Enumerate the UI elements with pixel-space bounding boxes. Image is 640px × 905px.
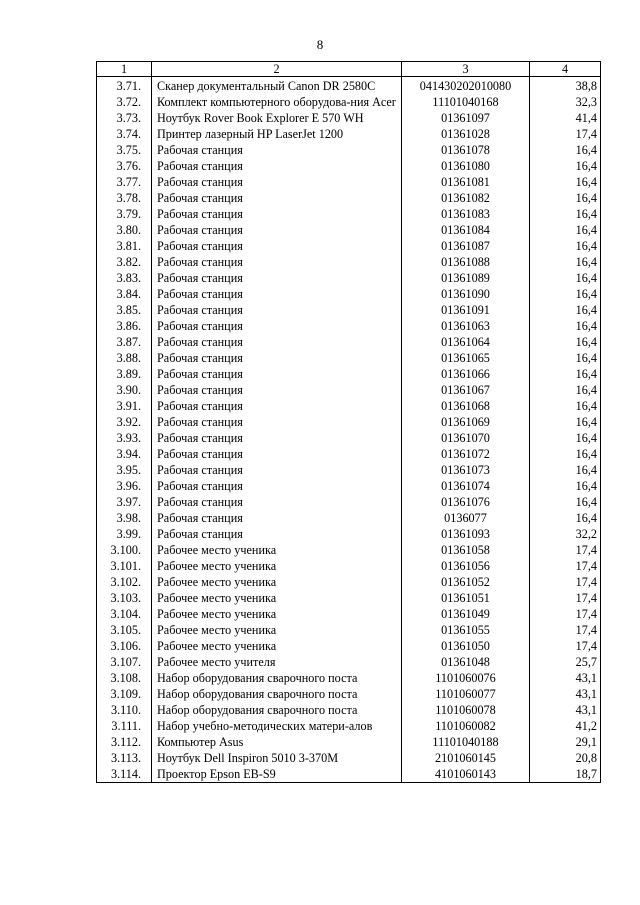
item-name: Рабочее место ученика [152, 622, 402, 638]
item-value: 32,3 [530, 94, 601, 110]
item-value: 43,1 [530, 686, 601, 702]
item-value: 16,4 [530, 414, 601, 430]
item-name: Набор учебно-методических матери-алов [152, 718, 402, 734]
item-name: Проектор Epson EB-S9 [152, 766, 402, 783]
row-number: 3.99. [97, 526, 152, 542]
item-value: 16,4 [530, 286, 601, 302]
item-name: Рабочая станция [152, 302, 402, 318]
item-value: 17,4 [530, 542, 601, 558]
inventory-code: 01361068 [402, 398, 530, 414]
row-number: 3.79. [97, 206, 152, 222]
inventory-code: 4101060143 [402, 766, 530, 783]
item-value: 16,4 [530, 350, 601, 366]
item-value: 32,2 [530, 526, 601, 542]
item-name: Ноутбук Rover Book Explorer E 570 WH [152, 110, 402, 126]
row-number: 3.105. [97, 622, 152, 638]
inventory-code: 01361080 [402, 158, 530, 174]
table-row [97, 734, 601, 750]
table-row [97, 77, 601, 95]
table-row [97, 638, 601, 654]
item-value: 20,8 [530, 750, 601, 766]
item-name: Рабочая станция [152, 494, 402, 510]
row-number: 3.72. [97, 94, 152, 110]
header-row [97, 62, 601, 77]
row-number: 3.73. [97, 110, 152, 126]
item-value: 16,4 [530, 190, 601, 206]
item-name: Сканер документальный Canon DR 2580C [152, 77, 402, 95]
inventory-code: 01361063 [402, 318, 530, 334]
item-name: Рабочая станция [152, 238, 402, 254]
item-value: 17,4 [530, 606, 601, 622]
item-value: 16,4 [530, 174, 601, 190]
item-value: 17,4 [530, 558, 601, 574]
inventory-code: 01361081 [402, 174, 530, 190]
item-value: 17,4 [530, 574, 601, 590]
item-value: 17,4 [530, 638, 601, 654]
item-value: 16,4 [530, 222, 601, 238]
table-row [97, 302, 601, 318]
item-name: Рабочая станция [152, 462, 402, 478]
item-value: 16,4 [530, 142, 601, 158]
table-row [97, 718, 601, 734]
inventory-code: 01361090 [402, 286, 530, 302]
item-name: Рабочее место ученика [152, 590, 402, 606]
row-number: 3.104. [97, 606, 152, 622]
table-row [97, 462, 601, 478]
table-row [97, 686, 601, 702]
inventory-code: 01361087 [402, 238, 530, 254]
inventory-code: 01361049 [402, 606, 530, 622]
table-row [97, 766, 601, 783]
row-number: 3.78. [97, 190, 152, 206]
row-number: 3.113. [97, 750, 152, 766]
table-row [97, 222, 601, 238]
row-number: 3.91. [97, 398, 152, 414]
row-number: 3.89. [97, 366, 152, 382]
row-number: 3.83. [97, 270, 152, 286]
inventory-code: 01361073 [402, 462, 530, 478]
item-name: Рабочая станция [152, 446, 402, 462]
inventory-code: 01361028 [402, 126, 530, 142]
item-name: Рабочая станция [152, 286, 402, 302]
inventory-code: 01361097 [402, 110, 530, 126]
row-number: 3.98. [97, 510, 152, 526]
inventory-code: 01361050 [402, 638, 530, 654]
table-row [97, 654, 601, 670]
header-col-1: 1 [97, 62, 152, 77]
table-row [97, 286, 601, 302]
inventory-code: 01361070 [402, 430, 530, 446]
item-name: Рабочее место учителя [152, 654, 402, 670]
table-row [97, 526, 601, 542]
item-value: 16,4 [530, 494, 601, 510]
table-row [97, 382, 601, 398]
item-value: 16,4 [530, 270, 601, 286]
item-value: 16,4 [530, 462, 601, 478]
item-name: Рабочая станция [152, 366, 402, 382]
table-row [97, 542, 601, 558]
inventory-code: 01361064 [402, 334, 530, 350]
table-row [97, 142, 601, 158]
row-number: 3.109. [97, 686, 152, 702]
row-number: 3.103. [97, 590, 152, 606]
row-number: 3.84. [97, 286, 152, 302]
item-name: Рабочая станция [152, 254, 402, 270]
inventory-code: 2101060145 [402, 750, 530, 766]
inventory-code: 01361076 [402, 494, 530, 510]
item-name: Рабочее место ученика [152, 574, 402, 590]
table-row [97, 350, 601, 366]
table-body [97, 77, 601, 783]
item-value: 16,4 [530, 510, 601, 526]
row-number: 3.85. [97, 302, 152, 318]
inventory-code: 041430202010080 [402, 77, 530, 95]
table-row [97, 270, 601, 286]
item-value: 17,4 [530, 622, 601, 638]
row-number: 3.92. [97, 414, 152, 430]
table-row [97, 254, 601, 270]
inventory-code: 01361056 [402, 558, 530, 574]
inventory-code: 1101060077 [402, 686, 530, 702]
inventory-code: 01361088 [402, 254, 530, 270]
table-row [97, 622, 601, 638]
row-number: 3.75. [97, 142, 152, 158]
item-name: Рабочая станция [152, 430, 402, 446]
row-number: 3.114. [97, 766, 152, 783]
item-value: 17,4 [530, 126, 601, 142]
inventory-code: 01361078 [402, 142, 530, 158]
item-name: Набор оборудования сварочного поста [152, 702, 402, 718]
row-number: 3.81. [97, 238, 152, 254]
item-name: Рабочее место ученика [152, 542, 402, 558]
inventory-code: 01361052 [402, 574, 530, 590]
table-row [97, 318, 601, 334]
inventory-code: 01361082 [402, 190, 530, 206]
inventory-code: 11101040188 [402, 734, 530, 750]
item-name: Рабочая станция [152, 158, 402, 174]
item-value: 16,4 [530, 302, 601, 318]
table-row [97, 606, 601, 622]
item-name: Рабочая станция [152, 414, 402, 430]
inventory-code: 01361083 [402, 206, 530, 222]
inventory-code: 01361051 [402, 590, 530, 606]
item-name: Рабочая станция [152, 142, 402, 158]
page-number: 8 [316, 37, 324, 52]
equipment-table [96, 61, 601, 783]
inventory-code: 01361065 [402, 350, 530, 366]
header-col-4: 4 [530, 62, 601, 77]
header-col-3: 3 [402, 62, 530, 77]
row-number: 3.95. [97, 462, 152, 478]
row-number: 3.80. [97, 222, 152, 238]
item-value: 16,4 [530, 398, 601, 414]
row-number: 3.102. [97, 574, 152, 590]
inventory-code: 1101060078 [402, 702, 530, 718]
inventory-code: 1101060076 [402, 670, 530, 686]
table-row [97, 558, 601, 574]
table-row [97, 334, 601, 350]
item-value: 25,7 [530, 654, 601, 670]
item-value: 16,4 [530, 334, 601, 350]
row-number: 3.96. [97, 478, 152, 494]
inventory-code: 01361066 [402, 366, 530, 382]
row-number: 3.88. [97, 350, 152, 366]
item-value: 38,8 [530, 77, 601, 95]
inventory-code: 01361069 [402, 414, 530, 430]
inventory-code: 01361093 [402, 526, 530, 542]
table-row [97, 574, 601, 590]
item-value: 16,4 [530, 446, 601, 462]
item-value: 16,4 [530, 430, 601, 446]
item-name: Рабочая станция [152, 270, 402, 286]
inventory-code: 1101060082 [402, 718, 530, 734]
row-number: 3.110. [97, 702, 152, 718]
row-number: 3.108. [97, 670, 152, 686]
row-number: 3.82. [97, 254, 152, 270]
row-number: 3.107. [97, 654, 152, 670]
item-name: Набор оборудования сварочного поста [152, 670, 402, 686]
item-value: 16,4 [530, 254, 601, 270]
row-number: 3.77. [97, 174, 152, 190]
item-name: Рабочая станция [152, 334, 402, 350]
row-number: 3.86. [97, 318, 152, 334]
table-row [97, 366, 601, 382]
row-number: 3.71. [97, 77, 152, 95]
item-value: 16,4 [530, 238, 601, 254]
item-name: Рабочая станция [152, 174, 402, 190]
item-value: 43,1 [530, 702, 601, 718]
item-value: 18,7 [530, 766, 601, 783]
table-row [97, 446, 601, 462]
inventory-code: 01361074 [402, 478, 530, 494]
table-row [97, 126, 601, 142]
table-row [97, 590, 601, 606]
inventory-code: 01361089 [402, 270, 530, 286]
item-name: Рабочая станция [152, 510, 402, 526]
header-col-2: 2 [152, 62, 402, 77]
item-name: Рабочая станция [152, 222, 402, 238]
item-value: 43,1 [530, 670, 601, 686]
table-row [97, 510, 601, 526]
item-name: Компьютер Asus [152, 734, 402, 750]
item-value: 16,4 [530, 318, 601, 334]
row-number: 3.97. [97, 494, 152, 510]
inventory-code: 0136077 [402, 510, 530, 526]
table-row [97, 430, 601, 446]
item-name: Рабочая станция [152, 398, 402, 414]
table-header [97, 62, 601, 77]
item-name: Принтер лазерный HP LaserJet 1200 [152, 126, 402, 142]
inventory-code: 01361067 [402, 382, 530, 398]
item-value: 16,4 [530, 478, 601, 494]
row-number: 3.101. [97, 558, 152, 574]
item-name: Рабочая станция [152, 382, 402, 398]
table-row [97, 174, 601, 190]
table-row [97, 750, 601, 766]
table-row [97, 110, 601, 126]
item-name: Рабочая станция [152, 350, 402, 366]
inventory-code: 01361058 [402, 542, 530, 558]
table-row [97, 158, 601, 174]
table-row [97, 398, 601, 414]
item-value: 16,4 [530, 366, 601, 382]
table-row [97, 414, 601, 430]
item-name: Рабочая станция [152, 206, 402, 222]
inventory-code: 01361091 [402, 302, 530, 318]
table-row [97, 238, 601, 254]
table-row [97, 206, 601, 222]
inventory-code: 01361072 [402, 446, 530, 462]
row-number: 3.106. [97, 638, 152, 654]
inventory-code: 01361084 [402, 222, 530, 238]
table-row [97, 670, 601, 686]
item-name: Набор оборудования сварочного поста [152, 686, 402, 702]
item-name: Рабочее место ученика [152, 606, 402, 622]
row-number: 3.100. [97, 542, 152, 558]
item-name: Ноутбук Dell Inspiron 5010 3-370M [152, 750, 402, 766]
inventory-code: 01361055 [402, 622, 530, 638]
item-name: Рабочая станция [152, 526, 402, 542]
row-number: 3.87. [97, 334, 152, 350]
table-row [97, 494, 601, 510]
item-value: 16,4 [530, 158, 601, 174]
item-value: 16,4 [530, 206, 601, 222]
row-number: 3.74. [97, 126, 152, 142]
item-name: Рабочее место ученика [152, 638, 402, 654]
table-row [97, 190, 601, 206]
inventory-code: 11101040168 [402, 94, 530, 110]
item-name: Комплект компьютерного оборудова-ния Acer [152, 94, 402, 110]
row-number: 3.76. [97, 158, 152, 174]
item-value: 16,4 [530, 382, 601, 398]
item-name: Рабочее место ученика [152, 558, 402, 574]
row-number: 3.111. [97, 718, 152, 734]
table-row [97, 702, 601, 718]
row-number: 3.112. [97, 734, 152, 750]
item-value: 41,2 [530, 718, 601, 734]
row-number: 3.90. [97, 382, 152, 398]
inventory-code: 01361048 [402, 654, 530, 670]
item-name: Рабочая станция [152, 190, 402, 206]
row-number: 3.94. [97, 446, 152, 462]
table-row [97, 94, 601, 110]
item-name: Рабочая станция [152, 478, 402, 494]
item-name: Рабочая станция [152, 318, 402, 334]
item-value: 41,4 [530, 110, 601, 126]
item-value: 29,1 [530, 734, 601, 750]
table-row [97, 478, 601, 494]
row-number: 3.93. [97, 430, 152, 446]
item-value: 17,4 [530, 590, 601, 606]
